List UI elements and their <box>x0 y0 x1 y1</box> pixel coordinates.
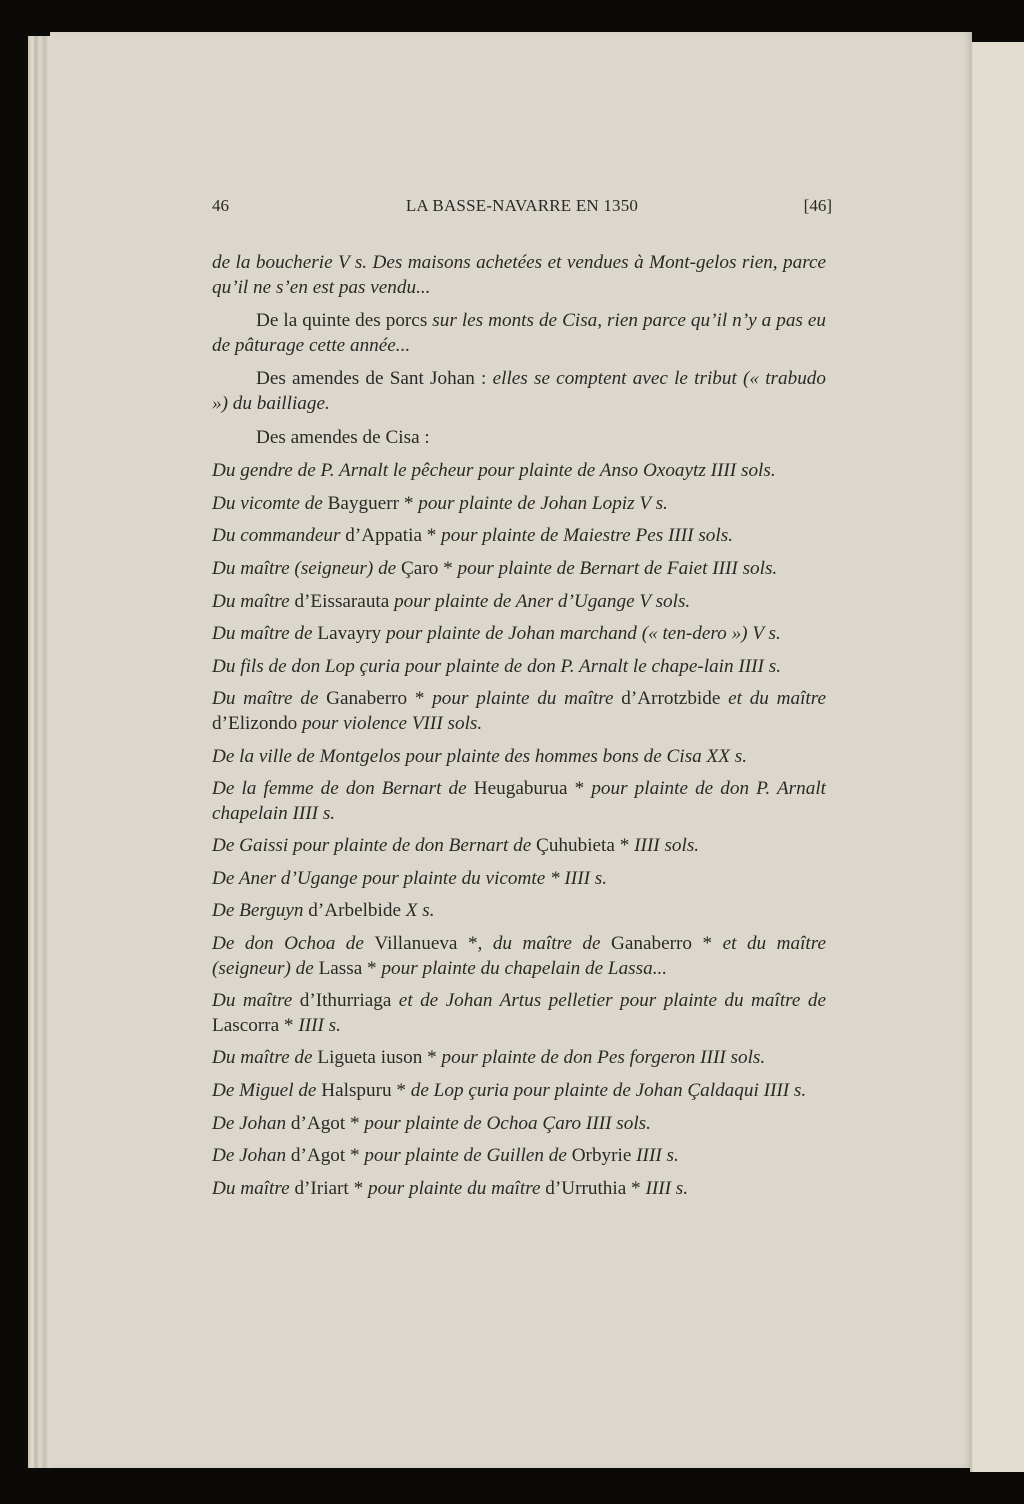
facing-page-edge <box>973 42 1024 1472</box>
italic-text: De Berguyn <box>212 900 309 922</box>
italic-text: pour plainte de don Pes forgeron IIII sols. <box>441 1047 766 1069</box>
roman-text: Lavayry <box>317 623 387 645</box>
running-title: LA BASSE-NAVARRE EN 1350 <box>405 196 639 215</box>
paragraph <box>212 622 826 647</box>
paragraph <box>212 655 826 680</box>
italic-text: Du maître (seigneur) de <box>212 557 401 579</box>
paragraph <box>212 1046 826 1071</box>
italic-text: Du vicomte de <box>212 492 328 514</box>
body-text <box>212 251 826 1209</box>
roman-text: d’Elizondo <box>212 712 303 734</box>
italic-text: Du maître de <box>212 623 318 645</box>
roman-text: Villanueva * <box>374 933 478 955</box>
italic-text: De Aner d’Ugange pour plainte du vicomte * IIII s. <box>212 867 608 889</box>
roman-text: Çuhubieta * <box>536 835 635 857</box>
bracketed-page-number: [46] <box>803 196 832 215</box>
running-header <box>212 196 832 220</box>
paragraph <box>212 899 826 924</box>
italic-text: De don Ochoa de <box>212 933 375 955</box>
roman-text: Ligueta iuson * <box>317 1047 442 1069</box>
italic-text: Du maître <box>212 1177 295 1199</box>
italic-text: pour plainte de Aner d’Ugange V sols. <box>394 590 691 612</box>
roman-text: d’Urruthia * <box>545 1177 646 1199</box>
roman-text: d’Appatia * <box>345 525 442 547</box>
italic-text: et du maître (seigneur) de <box>212 933 827 979</box>
italic-text: pour violence VIII sols. <box>302 712 483 734</box>
paragraph <box>212 367 826 416</box>
roman-text: Des amendes de Cisa : <box>256 426 430 448</box>
roman-text: De la quinte des porcs <box>256 310 433 332</box>
roman-text: d’Iriart * <box>294 1177 368 1199</box>
paragraph <box>212 524 826 549</box>
italic-text: pour plainte de Guillen de <box>364 1145 572 1167</box>
italic-text: IIII s. <box>298 1014 341 1036</box>
roman-text: d’Ithurriaga <box>299 990 399 1012</box>
italic-text: pour plainte du maître <box>432 688 622 710</box>
roman-text: Bayguerr * <box>327 492 419 514</box>
roman-text: Des amendes de Sant Johan : <box>256 368 493 390</box>
italic-text: pour plainte de Johan marchand (« ten-dero ») V s. <box>386 623 781 645</box>
italic-text: X s. <box>405 900 435 922</box>
paragraph <box>212 590 826 615</box>
italic-text: pour plainte de don P. Arnalt chapelain IIII s. <box>212 778 826 824</box>
roman-text: Heugaburua * <box>473 778 592 800</box>
roman-text: d’Eissarauta <box>294 590 395 612</box>
paragraph <box>212 932 826 981</box>
paragraph <box>212 989 826 1038</box>
paragraph <box>212 1112 826 1137</box>
roman-text: Orbyrie <box>571 1145 637 1167</box>
paragraph <box>212 492 826 517</box>
paragraph <box>212 557 826 582</box>
italic-text: sur les monts de Cisa, rien parce qu’il n’y a pas eu de pâturage cette année... <box>212 310 826 356</box>
italic-text: de la boucherie V s. Des maisons achetées et vendues à Mont-gelos rien, parce qu’il ne s’en est pas vendu... <box>212 252 826 298</box>
italic-text: de Lop çuria pour plainte de Johan Çaldaqui IIII s. <box>410 1080 807 1102</box>
roman-text: d’Agot * <box>290 1112 365 1134</box>
italic-text: IIII s. <box>636 1145 679 1167</box>
paragraph <box>212 426 826 451</box>
roman-text: Ganaberro * <box>611 933 723 955</box>
italic-text: , du maître de <box>477 933 612 955</box>
italic-text: Du gendre de P. Arnalt le pêcheur pour plainte de Anso Oxoaytz IIII sols. <box>212 460 776 482</box>
italic-text: De Johan <box>212 1145 291 1167</box>
italic-text: pour plainte du chapelain de Lassa... <box>381 957 668 979</box>
roman-text: Lassa * <box>318 957 382 979</box>
book-gutter <box>970 42 974 1472</box>
paragraph <box>212 1079 826 1104</box>
italic-text: Du maître <box>212 590 295 612</box>
roman-text: d’Arrotzbide <box>621 688 729 710</box>
italic-text: pour plainte de Bernart de Faiet IIII sols. <box>457 557 778 579</box>
paragraph <box>212 687 826 736</box>
paragraph <box>212 867 826 892</box>
italic-text: Du commandeur <box>212 525 346 547</box>
roman-text: Halspuru * <box>321 1080 411 1102</box>
roman-text: d’Agot * <box>290 1145 365 1167</box>
roman-text: Çaro * <box>401 557 458 579</box>
italic-text: pour plainte de Maiestre Pes IIII sols. <box>441 525 733 547</box>
roman-text: Lascorra * <box>212 1014 299 1036</box>
italic-text: pour plainte de Ochoa Çaro IIII sols. <box>364 1112 651 1134</box>
paragraph <box>212 1177 826 1202</box>
italic-text: et du maître <box>728 688 827 710</box>
italic-text: pour plainte du maître <box>367 1177 546 1199</box>
italic-text: De la femme de don Bernart de <box>212 778 474 800</box>
italic-text: pour plainte de Johan Lopiz V s. <box>418 492 668 514</box>
paragraph <box>212 1144 826 1169</box>
italic-text: IIII sols. <box>634 835 700 857</box>
italic-text: De Gaissi pour plainte de don Bernart de <box>212 835 537 857</box>
italic-text: Du fils de don Lop çuria pour plainte de don P. Arnalt le chape-lain IIII s. <box>212 655 781 677</box>
italic-text: Du maître de <box>212 1047 318 1069</box>
paragraph <box>212 777 826 826</box>
roman-text: Ganaberro * <box>326 688 433 710</box>
italic-text: De Miguel de <box>212 1080 322 1102</box>
paragraph <box>212 251 826 300</box>
paragraph <box>212 309 826 358</box>
roman-text: d’Arbelbide <box>308 900 406 922</box>
italic-text: De Johan <box>212 1112 291 1134</box>
italic-text: Du maître <box>212 990 300 1012</box>
paragraph <box>212 834 826 859</box>
italic-text: elles se comptent avec le tribut (« trabudo ») du bailliage. <box>212 368 826 414</box>
italic-text: Du maître de <box>212 688 327 710</box>
paragraph <box>212 745 826 770</box>
italic-text: De la ville de Montgelos pour plainte des hommes bons de Cisa XX s. <box>212 745 748 767</box>
italic-text: et de Johan Artus pelletier pour plainte du maître de <box>398 990 826 1012</box>
page-number: 46 <box>212 196 229 215</box>
italic-text: IIII s. <box>645 1177 689 1199</box>
paragraph <box>212 459 826 484</box>
